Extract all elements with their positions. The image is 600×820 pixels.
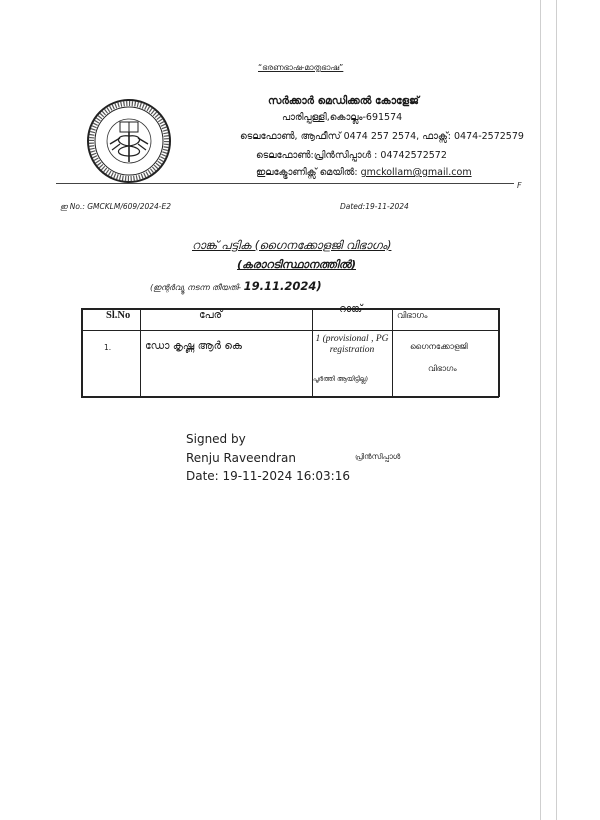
rank-table [81, 303, 499, 398]
institution-name: സർക്കാർ മെഡിക്കൽ കോളേജ് [268, 95, 419, 107]
row-1-department: ഗൈനക്കോളജി [410, 342, 468, 351]
row-1-rank-note: പൂർത്തി ആയിട്ടില്ല) [313, 375, 369, 383]
table-header-divider [81, 330, 499, 331]
row-1-name: ഡോ കൃഷ്ണ ആർ കെ [145, 340, 242, 352]
email-link[interactable]: gmckollam@gmail.com [360, 167, 472, 178]
margin-line-2 [556, 0, 557, 820]
college-seal-icon [86, 98, 172, 184]
row-1-rank: 1 (provisional , PG registration [315, 334, 389, 355]
institution-address: പാരിപ്പള്ളി,കൊല്ലം-691574 [282, 112, 403, 123]
header-sl-no: Sl.No [106, 310, 131, 321]
table-border-top [81, 308, 499, 310]
principal-phone: ടെലഫോൺ:പ്രിൻസിപ്പാൾ : 04742572572 [256, 150, 447, 161]
row-1-sl: 1. [104, 343, 112, 352]
interview-date [150, 279, 322, 293]
interview-date-label: (ഇന്റർവ്യൂ നടന്ന തീയതി- [150, 283, 244, 292]
signer-name: Renju Raveendran [186, 451, 296, 465]
header-rank: റാങ്ക് [339, 303, 363, 315]
signature-date: Date: 19-11-2024 16:03:16 [186, 469, 350, 483]
margin-mark: F [517, 181, 522, 190]
row-1-department-line2: വിഭാഗം [428, 364, 457, 373]
header-name: പേര് [199, 309, 223, 321]
table-border-right [498, 308, 500, 397]
dated: Dated:19-11-2024 [340, 202, 409, 211]
interview-date-value: 19.11.2024) [243, 279, 322, 293]
signer-designation: പ്രിൻസിപ്പാൾ [355, 452, 401, 461]
email-line [256, 167, 472, 178]
letterhead-divider [56, 183, 514, 184]
document-title: റാങ്ക് പട്ടിക (ഗൈനക്കോളജി വിഭാഗം) [192, 238, 392, 252]
email-label: ഇലക്ട്രോണിക്സ് മെയിൽ: [256, 167, 361, 178]
margin-line-1 [540, 0, 541, 820]
office-phone: ടെലഫോൺ, ആഫീസ് 0474 257 2574, ഫാക്സ്: 0474-2572579 [240, 131, 524, 142]
table-border-bottom [81, 396, 499, 398]
header-department: വിഭാഗം [397, 311, 428, 321]
table-col-divider-1 [140, 308, 141, 397]
document-subtitle: (കരാറടിസ്ഥാനത്തിൽ) [237, 258, 356, 271]
motto: “ഭരണഭാഷ-മാതൃഭാഷ” [258, 63, 344, 72]
signed-by-label: Signed by [186, 432, 246, 446]
file-number: ഇ No.: GMCKLM/609/2024-E2 [60, 202, 171, 211]
table-border-left [81, 308, 83, 397]
